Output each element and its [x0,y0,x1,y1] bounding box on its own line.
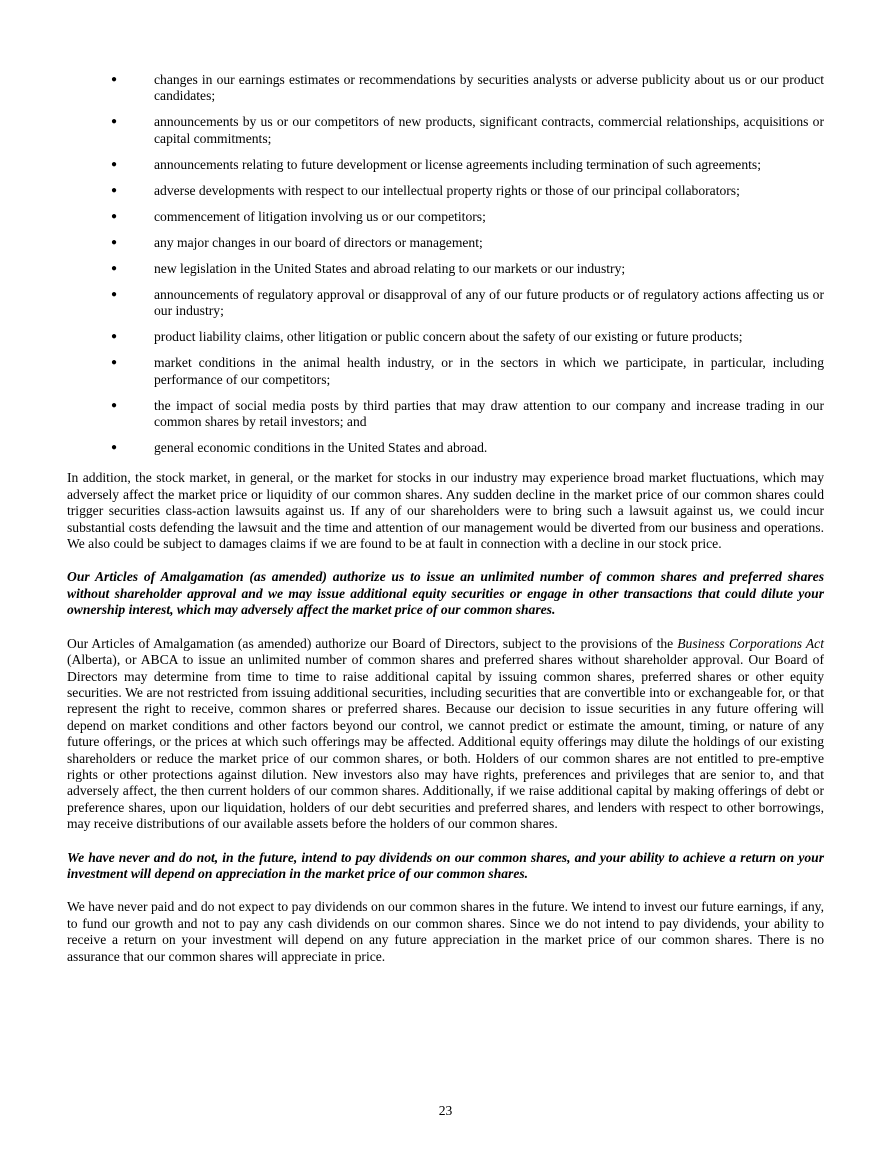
bullet-text: market conditions in the animal health industry, or in the sectors in which we participate, in particular, including performance of our competitors; [154,355,824,387]
bullet-icon: ● [111,357,118,369]
bullet-item [67,440,824,456]
articles-paragraph-text-start: Our Articles of Amalgamation (as amended) authorize our Board of Directors, subject to the provisions of the [67,635,678,651]
bullet-text: announcements relating to future development or license agreements including termination of such agreements; [154,156,761,172]
bullet-item [67,183,824,199]
bullet-icon: ● [111,236,118,248]
bullet-text: new legislation in the United States and abroad relating to our markets or our industry; [154,260,626,276]
bullet-text: adverse developments with respect to our intellectual property rights or those of our principal collaborators; [154,182,740,198]
market-fluctuation-paragraph: In addition, the stock market, in general, or the market for stocks in our industry may experience broad market fluctuations, which may adversely affect the market price or liquidity of our common shares. Any sudden decline in the market price of our common shares could trigger securities class-action lawsuits against us. If any of our shareholders were to bring such a lawsuit against us, we could incur substantial costs defending the lawsuit and the time and attention of our management would be diverted from our business and operations. We also could be subject to damages claims if we are found to be at fault in connection with a decline in our stock price. [67,470,824,552]
bullet-icon: ● [111,74,118,85]
bullet-item [67,398,824,431]
dividends-paragraph: We have never paid and do not expect to pay dividends on our common shares in the future. We intend to invest our future earnings, if any, to fund our growth and not to pay any cash dividends on our common shares. Since we do not intend to pay dividends, your ability to receive a return on your investment will depend on any future appreciation in the market price of our common shares. There is no assurance that our common shares will appreciate in price. [67,899,824,964]
bullet-item [67,72,824,105]
bullet-icon: ● [111,210,118,222]
bullet-item [67,261,824,277]
articles-risk-heading: Our Articles of Amalgamation (as amended) authorize us to issue an unlimited number of common shares and preferred shares without shareholder approval and we may issue additional equity securities or engage in other transactions that could dilute your ownership interest, which may adversely affect the market price of our common shares. [67,569,824,618]
bullet-item [67,157,824,173]
bullet-icon: ● [111,158,118,170]
bullet-text: changes in our earnings estimates or recommendations by securities analysts or adverse publicity about us or our product candidates; [154,72,824,104]
dividends-risk-heading: We have never and do not, in the future, intend to pay dividends on our common shares, and your ability to achieve a return on your investment will depend on appreciation in the market price of our common shares. [67,849,824,881]
bullet-icon: ● [111,399,118,411]
bullet-item [67,287,824,320]
articles-paragraph [67,636,824,833]
risk-factor-bullet-list [67,72,824,456]
bullet-icon: ● [111,288,118,300]
bullet-item [67,235,824,251]
bullet-text: any major changes in our board of directors or management; [154,234,483,250]
bullet-icon: ● [111,331,118,343]
bullet-text: announcements by us or our competitors of new products, significant contracts, commercial relationships, acquisitions or capital commitments; [154,114,824,146]
document-page [67,72,824,982]
bullet-icon: ● [111,442,118,454]
bullet-text: general economic conditions in the United States and abroad. [154,440,488,456]
business-corporations-act-title: Business Corporations Act [677,635,824,651]
page-number: 23 [438,1103,453,1118]
bullet-text: the impact of social media posts by third parties that may draw attention to our company and increase trading in our common shares by retail investors; and [154,397,824,430]
bullet-text: announcements of regulatory approval or disapproval of any of our future products or of regulatory actions affecting us or our industry; [154,286,824,319]
bullet-icon: ● [111,184,118,196]
bullet-item [67,209,824,225]
bullet-text: product liability claims, other litigation or public concern about the safety of our existing or future products; [154,329,743,345]
bullet-icon: ● [111,262,118,274]
bullet-item [67,355,824,388]
bullet-icon: ● [111,116,118,128]
bullet-text: commencement of litigation involving us or our competitors; [154,208,486,224]
bullet-item [67,114,824,147]
bullet-item [67,329,824,345]
articles-paragraph-text-rest: (Alberta), or ABCA to issue an unlimited number of common shares and preferred shares without shareholder approval. Our Board of Directors may determine from time to time to raise additional capital by issuing common shares, preferred shares or other equity securities. We are not restricted from issuing additional securities, including securities that are convertible into or exchangeable for, or that represent the right to receive, common shares or preferred shares. Because our decision to issue securities in any future offering will depend on market conditions and other factors beyond our control, we cannot predict or estimate the amount, timing, or nature of any future offerings, or the prices at which such offerings may be affected. Additional equity offerings may dilute the holdings of our existing shareholders or reduce the market price of our common shares, or both. Holders of our common shares are not entitled to pre-emptive rights or other protections against dilution. New investors also may have rights, preferences and privileges that are senior to, and that adversely affect, the then current holders of our common shares. Additionally, if we raise additional capital by making offerings of debt or preference shares, upon our liquidation, holders of our debt securities and preferred shares, and lenders with respect to other borrowings, may receive distributions of our available assets before the holders of our common shares. [67,652,824,832]
